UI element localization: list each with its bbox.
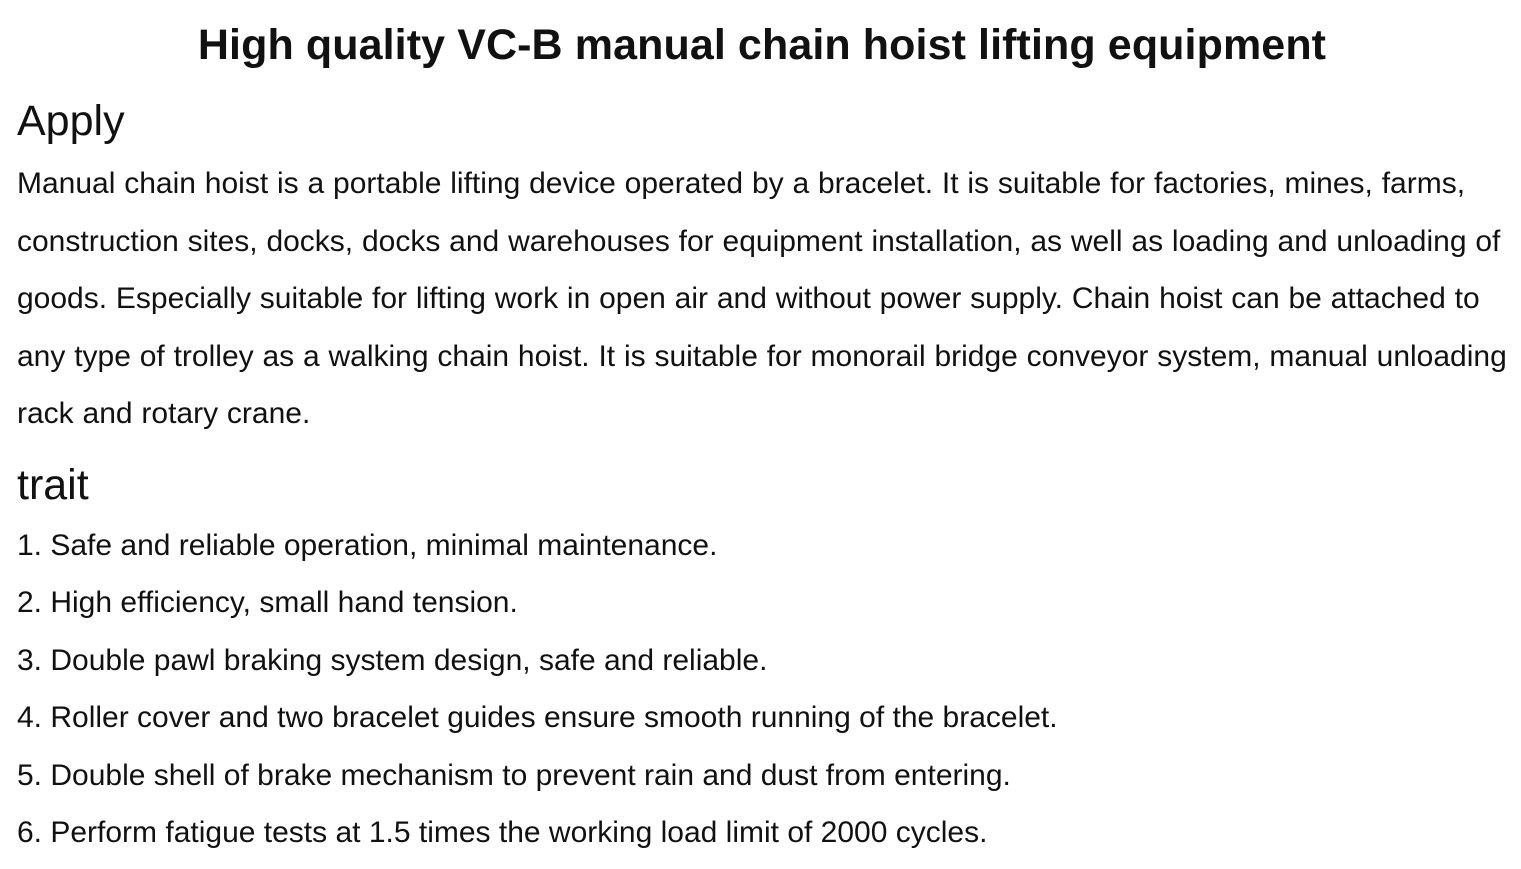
trait-item: 6. Perform fatigue tests at 1.5 times the working load limit of 2000 cycles. [17, 816, 988, 849]
trait-item: 2. High efficiency, small hand tension. [17, 586, 518, 619]
trait-item: 5. Double shell of brake mechanism to prevent rain and dust from entering. [17, 758, 1011, 792]
apply-section [17, 95, 1507, 443]
apply-paragraph: Manual chain hoist is a portable lifting device operated by a bracelet. It is suitable for factories, mines, farms, construction sites, docks, docks and warehouses for equipment installation, as well as loading and unloading of goods. Especially suitable for lifting work in open air and without power supply. Chain hoist can be attached to any type of trolley as a walking chain hoist. It is suitable for monorail bridge conveyor system, manual unloading rack and rotary crane. [17, 167, 1507, 430]
trait-section [17, 459, 1507, 862]
trait-list [17, 517, 1507, 862]
trait-item: 1. Safe and reliable operation, minimal maintenance. [17, 528, 718, 562]
apply-heading: Apply [17, 97, 125, 145]
page-title: High quality VC-B manual chain hoist lifting equipment [197, 21, 1327, 69]
trait-heading: trait [17, 460, 89, 509]
trait-item: 4. Roller cover and two bracelet guides ensure smooth running of the bracelet. [17, 701, 1058, 734]
trait-item: 3. Double pawl braking system design, safe and reliable. [17, 643, 768, 677]
